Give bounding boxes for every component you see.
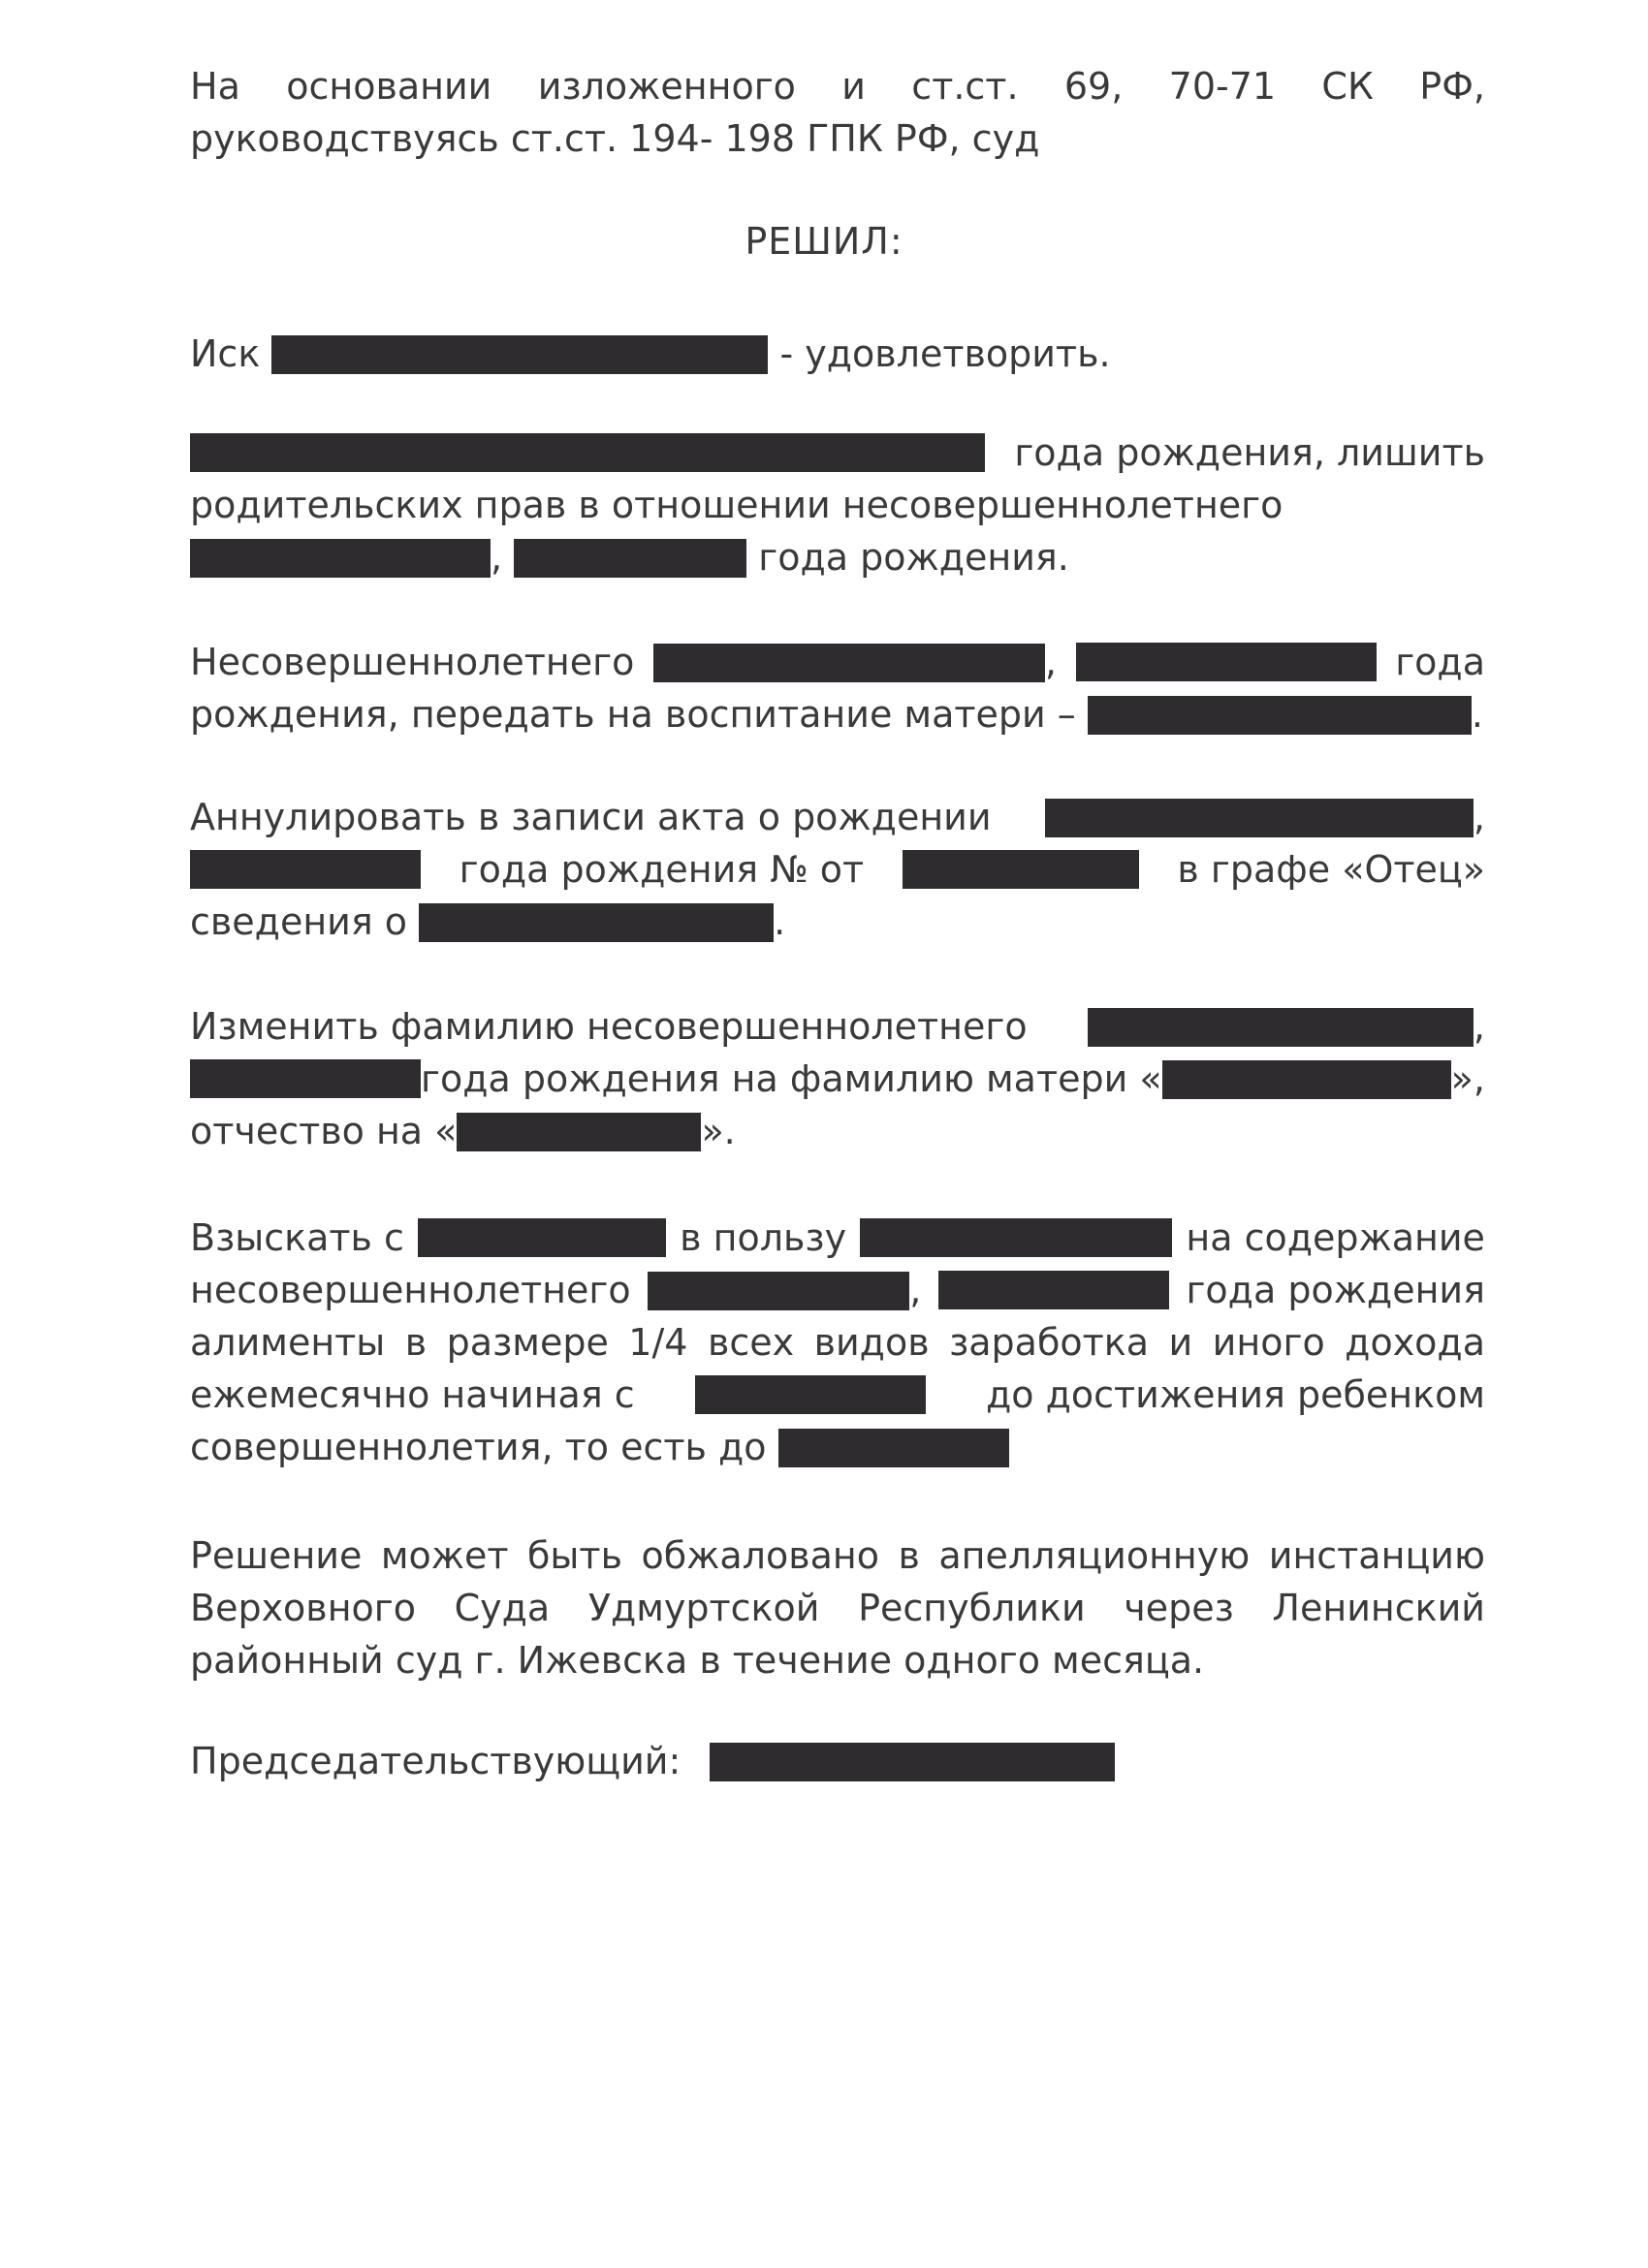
- surname-comma: ,: [1473, 1005, 1485, 1048]
- preamble-paragraph: [190, 60, 1485, 165]
- alimony-text-6: алименты в размере 1/4 всех видов заработка и иного дохода: [190, 1321, 1485, 1364]
- redacted-end-date: [778, 1429, 1009, 1467]
- surname-change-paragraph: [190, 1000, 1485, 1157]
- claim-text: Иск: [190, 332, 261, 375]
- annulment-paragraph: [190, 791, 1485, 948]
- deprivation-comma: ,: [491, 536, 503, 579]
- alimony-text-1: Взыскать с: [190, 1216, 404, 1259]
- redacted-mother-name: [1088, 696, 1472, 735]
- alimony-text-8: до достижения ребенком: [986, 1373, 1485, 1416]
- surname-end-quote: ».: [701, 1110, 736, 1152]
- preamble-line-1: На основании изложенного и ст.ст. 69, 70-71 СК РФ,: [190, 65, 1485, 108]
- annulment-comma: ,: [1473, 796, 1485, 838]
- custody-comma: ,: [1044, 641, 1058, 683]
- custody-period: .: [1471, 693, 1483, 736]
- annulment-text-3: в графе «Отец»: [1177, 848, 1485, 891]
- appeal-line-3: районный суд г. Ижевска в течение одного месяца.: [190, 1639, 1205, 1682]
- alimony-text-7: ежемесячно начиная с: [190, 1373, 635, 1416]
- redacted-child-name: [648, 1272, 909, 1310]
- redacted-child-birthdate: [514, 539, 746, 578]
- surname-text-3: отчество на «: [190, 1110, 458, 1152]
- annulment-text-1: Аннулировать в записи акта о рождении: [190, 796, 992, 838]
- alimony-comma: ,: [909, 1269, 922, 1311]
- redacted-child-birthdate: [938, 1271, 1169, 1309]
- custody-text-3: рождения, передать на воспитание матери –: [190, 693, 1076, 736]
- redacted-child-birthdate: [190, 1059, 421, 1098]
- custody-text-2: года: [1395, 641, 1485, 683]
- redacted-child-birthdate: [190, 850, 421, 889]
- redacted-record-date: [903, 850, 1139, 889]
- alimony-text-3: на содержание: [1186, 1216, 1485, 1259]
- decision-heading: РЕШИЛ:: [745, 220, 903, 263]
- alimony-text-4: несовершеннолетнего: [190, 1269, 631, 1311]
- preamble-line-2: руководствуясь ст.ст. 194- 198 ГПК РФ, суд: [190, 117, 1040, 160]
- redacted-child-name: [1088, 1008, 1474, 1047]
- redacted-judge-name: [710, 1743, 1115, 1781]
- appeal-line-1: Решение может быть обжаловано в апелляционную инстанцию: [190, 1534, 1485, 1577]
- annulment-text-2: года рождения № от: [459, 848, 865, 891]
- redacted-plaintiff-name: [860, 1218, 1172, 1257]
- redacted-child-birthdate: [1076, 643, 1377, 681]
- redacted-defendant-name: [190, 433, 985, 472]
- redacted-new-surname: [1162, 1060, 1451, 1099]
- deprivation-text-3: года рождения.: [758, 536, 1069, 579]
- claim-paragraph: [190, 328, 1485, 380]
- surname-text-1: Изменить фамилию несовершеннолетнего: [190, 1005, 1028, 1048]
- deprivation-text-1: года рождения, лишить: [1014, 431, 1485, 474]
- deprivation-paragraph: [190, 426, 1485, 583]
- claim-outcome: - удовлетворить.: [779, 332, 1111, 375]
- surname-text-2: года рождения на фамилию матери «: [421, 1057, 1162, 1100]
- alimony-paragraph: [190, 1212, 1485, 1473]
- custody-text-1: Несовершеннолетнего: [190, 641, 635, 683]
- redacted-child-name: [190, 539, 491, 578]
- redacted-child-name: [653, 644, 1045, 682]
- annulment-period: .: [774, 900, 786, 943]
- deprivation-text-2: родительских прав в отношении несовершеннолетнего: [190, 484, 1284, 526]
- alimony-text-2: в пользу: [680, 1216, 847, 1259]
- redacted-defendant-name: [418, 1218, 666, 1257]
- appeal-paragraph: [190, 1529, 1485, 1686]
- signature-line: [190, 1735, 1485, 1787]
- alimony-text-9: совершеннолетия, то есть до: [190, 1426, 767, 1468]
- redacted-new-patronymic: [457, 1113, 701, 1151]
- redacted-child-name: [1045, 799, 1474, 837]
- alimony-text-5: года рождения: [1186, 1269, 1485, 1311]
- presiding-judge-label: Председательствующий:: [190, 1740, 681, 1782]
- redacted-start-date: [695, 1375, 926, 1414]
- surname-close-quote: »,: [1450, 1057, 1485, 1100]
- appeal-line-2: Верховного Суда Удмуртской Республики через Ленинский: [190, 1587, 1485, 1629]
- redacted-plaintiff-name: [271, 335, 768, 374]
- redacted-father-name: [419, 903, 774, 942]
- custody-paragraph: [190, 636, 1485, 740]
- annulment-text-4: сведения о: [190, 900, 408, 943]
